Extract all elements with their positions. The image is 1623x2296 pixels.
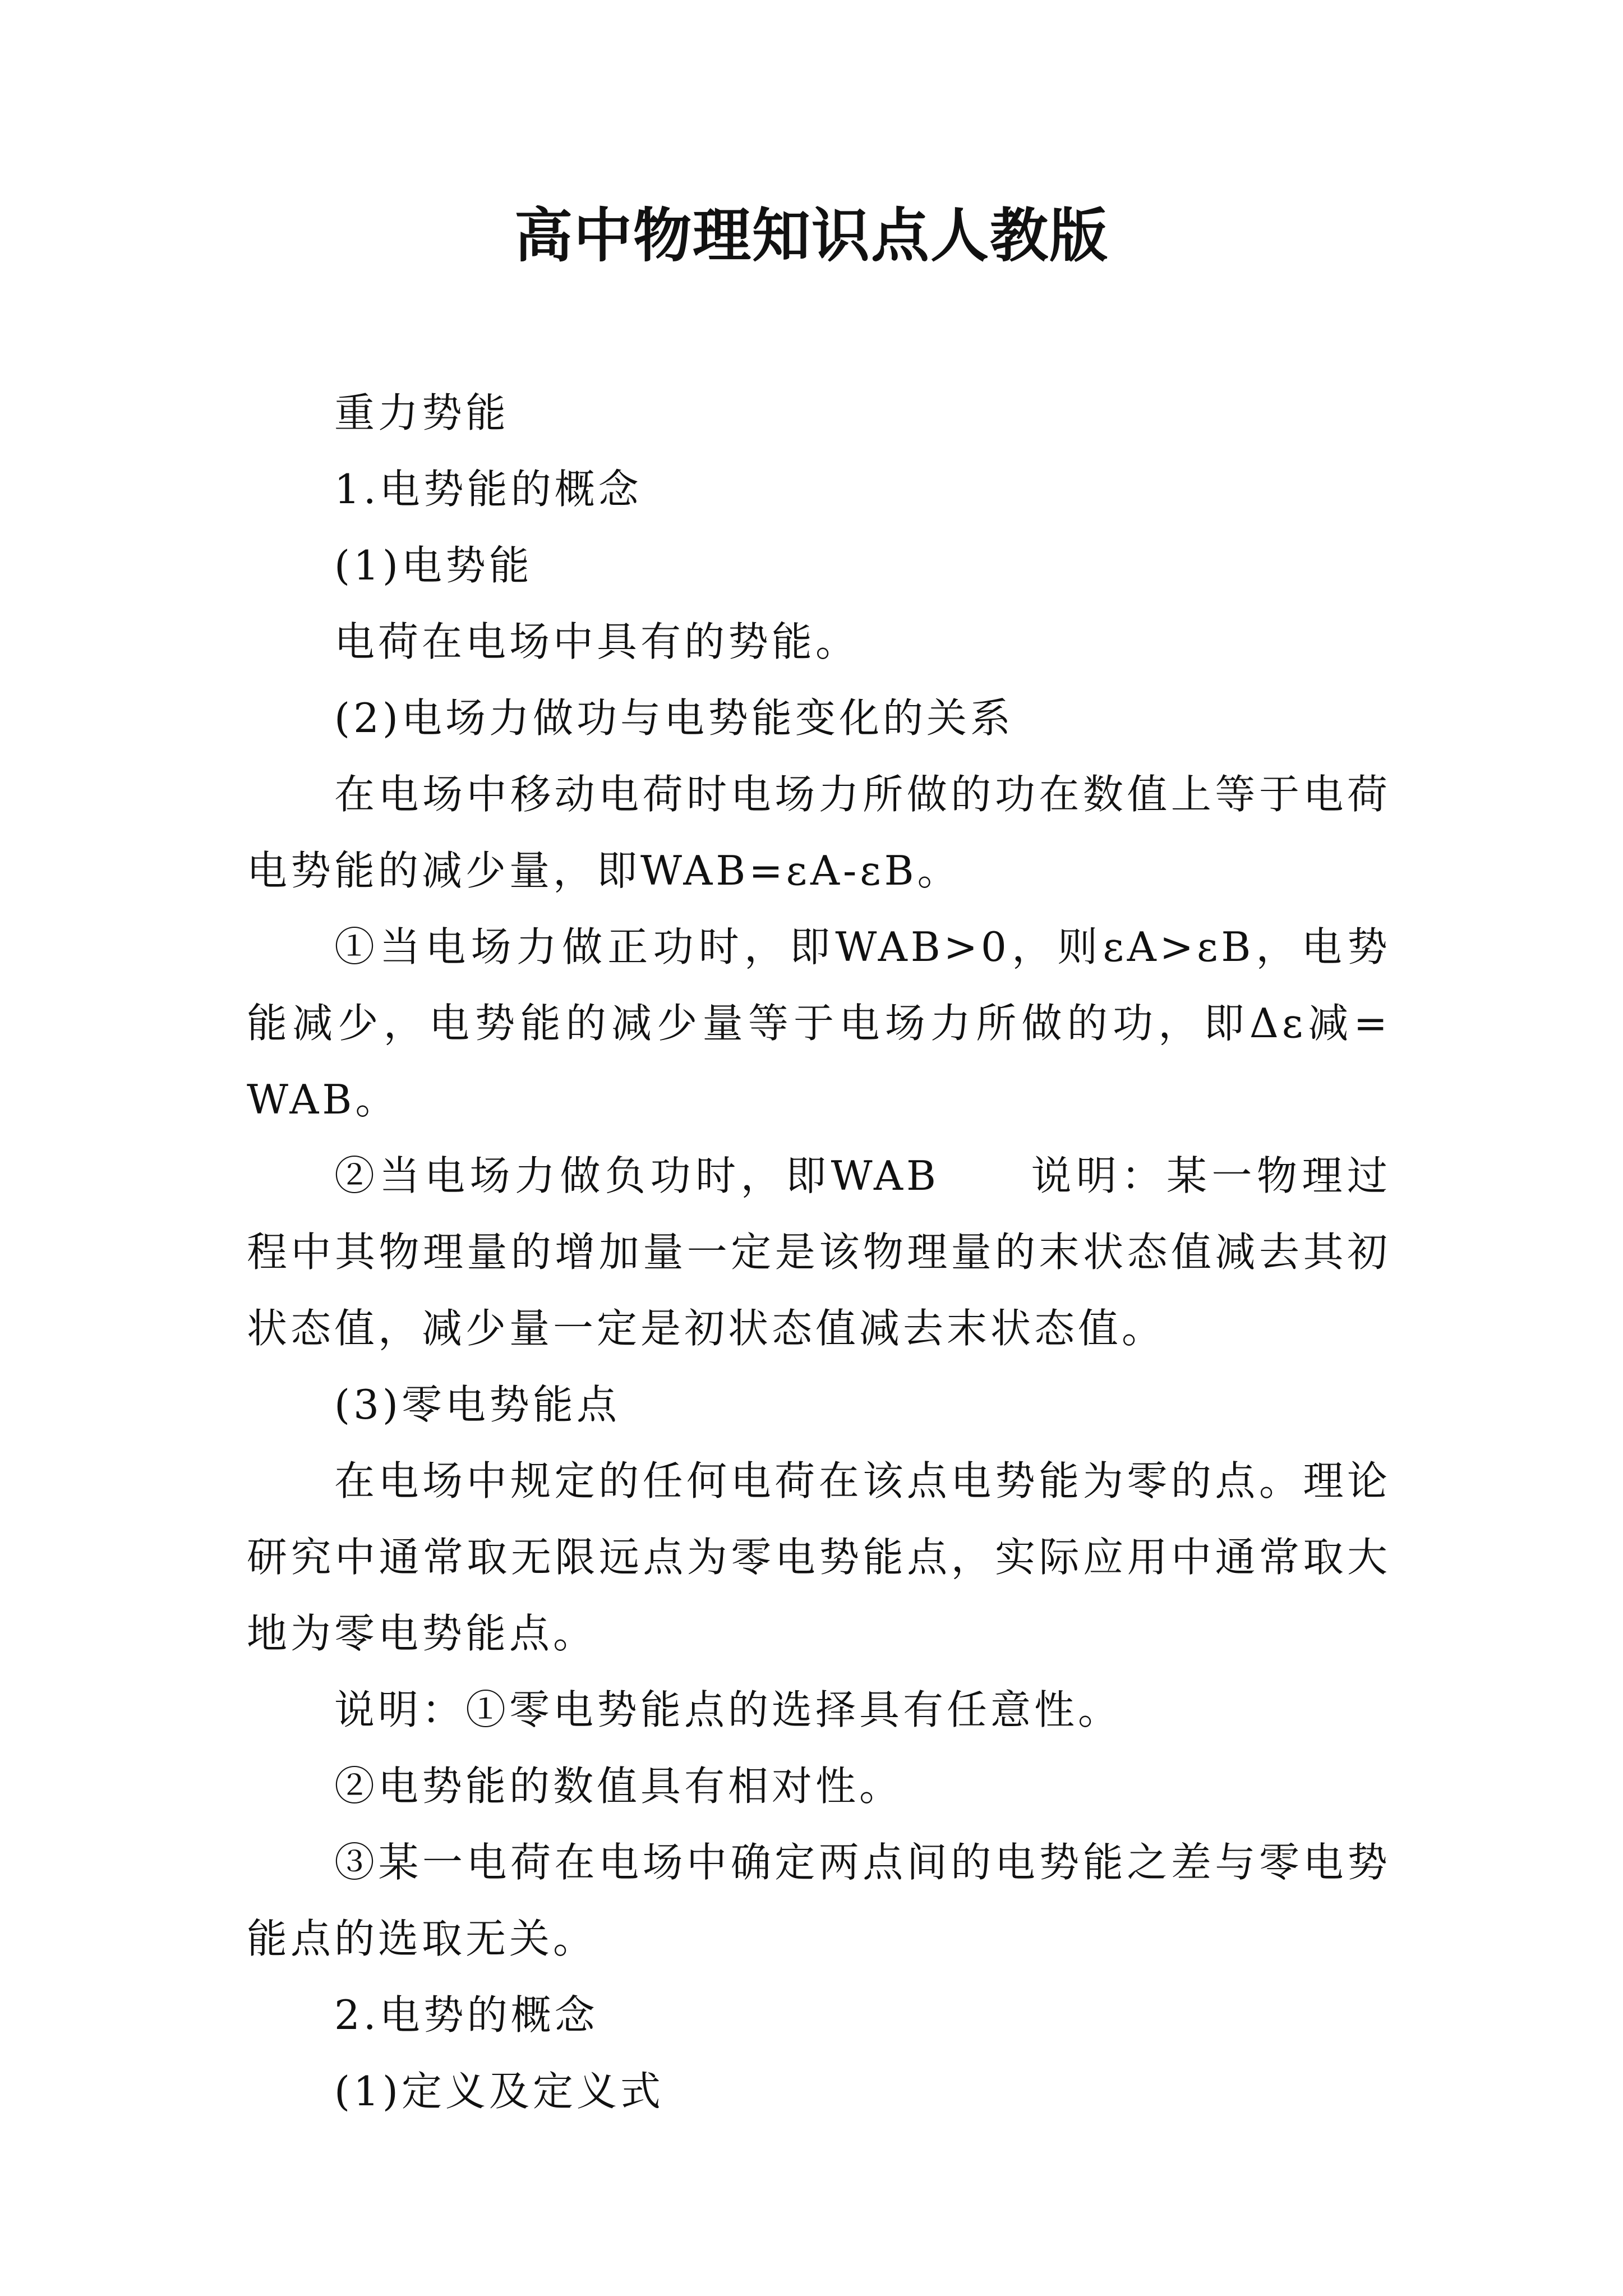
paragraph-negative-work: ②当电场力做负功时，即WAB 说明：某一物理过程中其物理量的增加量一定是该物理量的末状态值减去其初状态值，减少量一定是初状态值减去末状态值。 [247, 1152, 1391, 1352]
paragraph-subsection-3: (3)零电势能点 [334, 1381, 620, 1428]
paragraph-definition: 电荷在电场中具有的势能。 [334, 618, 860, 665]
paragraph-note-1: 说明：①零电势能点的选择具有任意性。 [334, 1686, 1122, 1733]
paragraph-note-2: ②电势能的数值具有相对性。 [334, 1763, 903, 1810]
document-body [247, 375, 1391, 2129]
document-title: 高中物理知识点人教版 [514, 201, 1109, 270]
paragraph-subsection-1: (1)电势能 [334, 542, 533, 589]
paragraph-section-1: 1.电势能的概念 [334, 466, 642, 513]
paragraph-zero-point: 在电场中规定的任何电荷在该点电势能为零的点。理论研究中通常取无限远点为零电势能点，实际应用中通常取大地为零电势能点。 [247, 1457, 1391, 1657]
paragraph-note-3: ③某一电荷在电场中确定两点间的电势能之差与零电势能点的选取无关。 [247, 1839, 1391, 1962]
paragraph-work-relation: 在电场中移动电荷时电场力所做的功在数值上等于电荷电势能的减少量，即WAB=εA-εB。 [247, 771, 1391, 894]
paragraph-positive-work: ①当电场力做正功时，即WAB>0，则εA>εB，电势能减少，电势能的减少量等于电场力所做的功，即Δε减=WAB。 [247, 923, 1391, 1123]
paragraph-subsection-definition: (1)定义及定义式 [334, 2068, 664, 2115]
paragraph-subsection-2: (2)电场力做功与电势能变化的关系 [334, 694, 1014, 742]
paragraph-section-2: 2.电势的概念 [334, 1991, 598, 2039]
paragraph-heading-gravitational-potential-energy: 重力势能 [334, 389, 510, 436]
